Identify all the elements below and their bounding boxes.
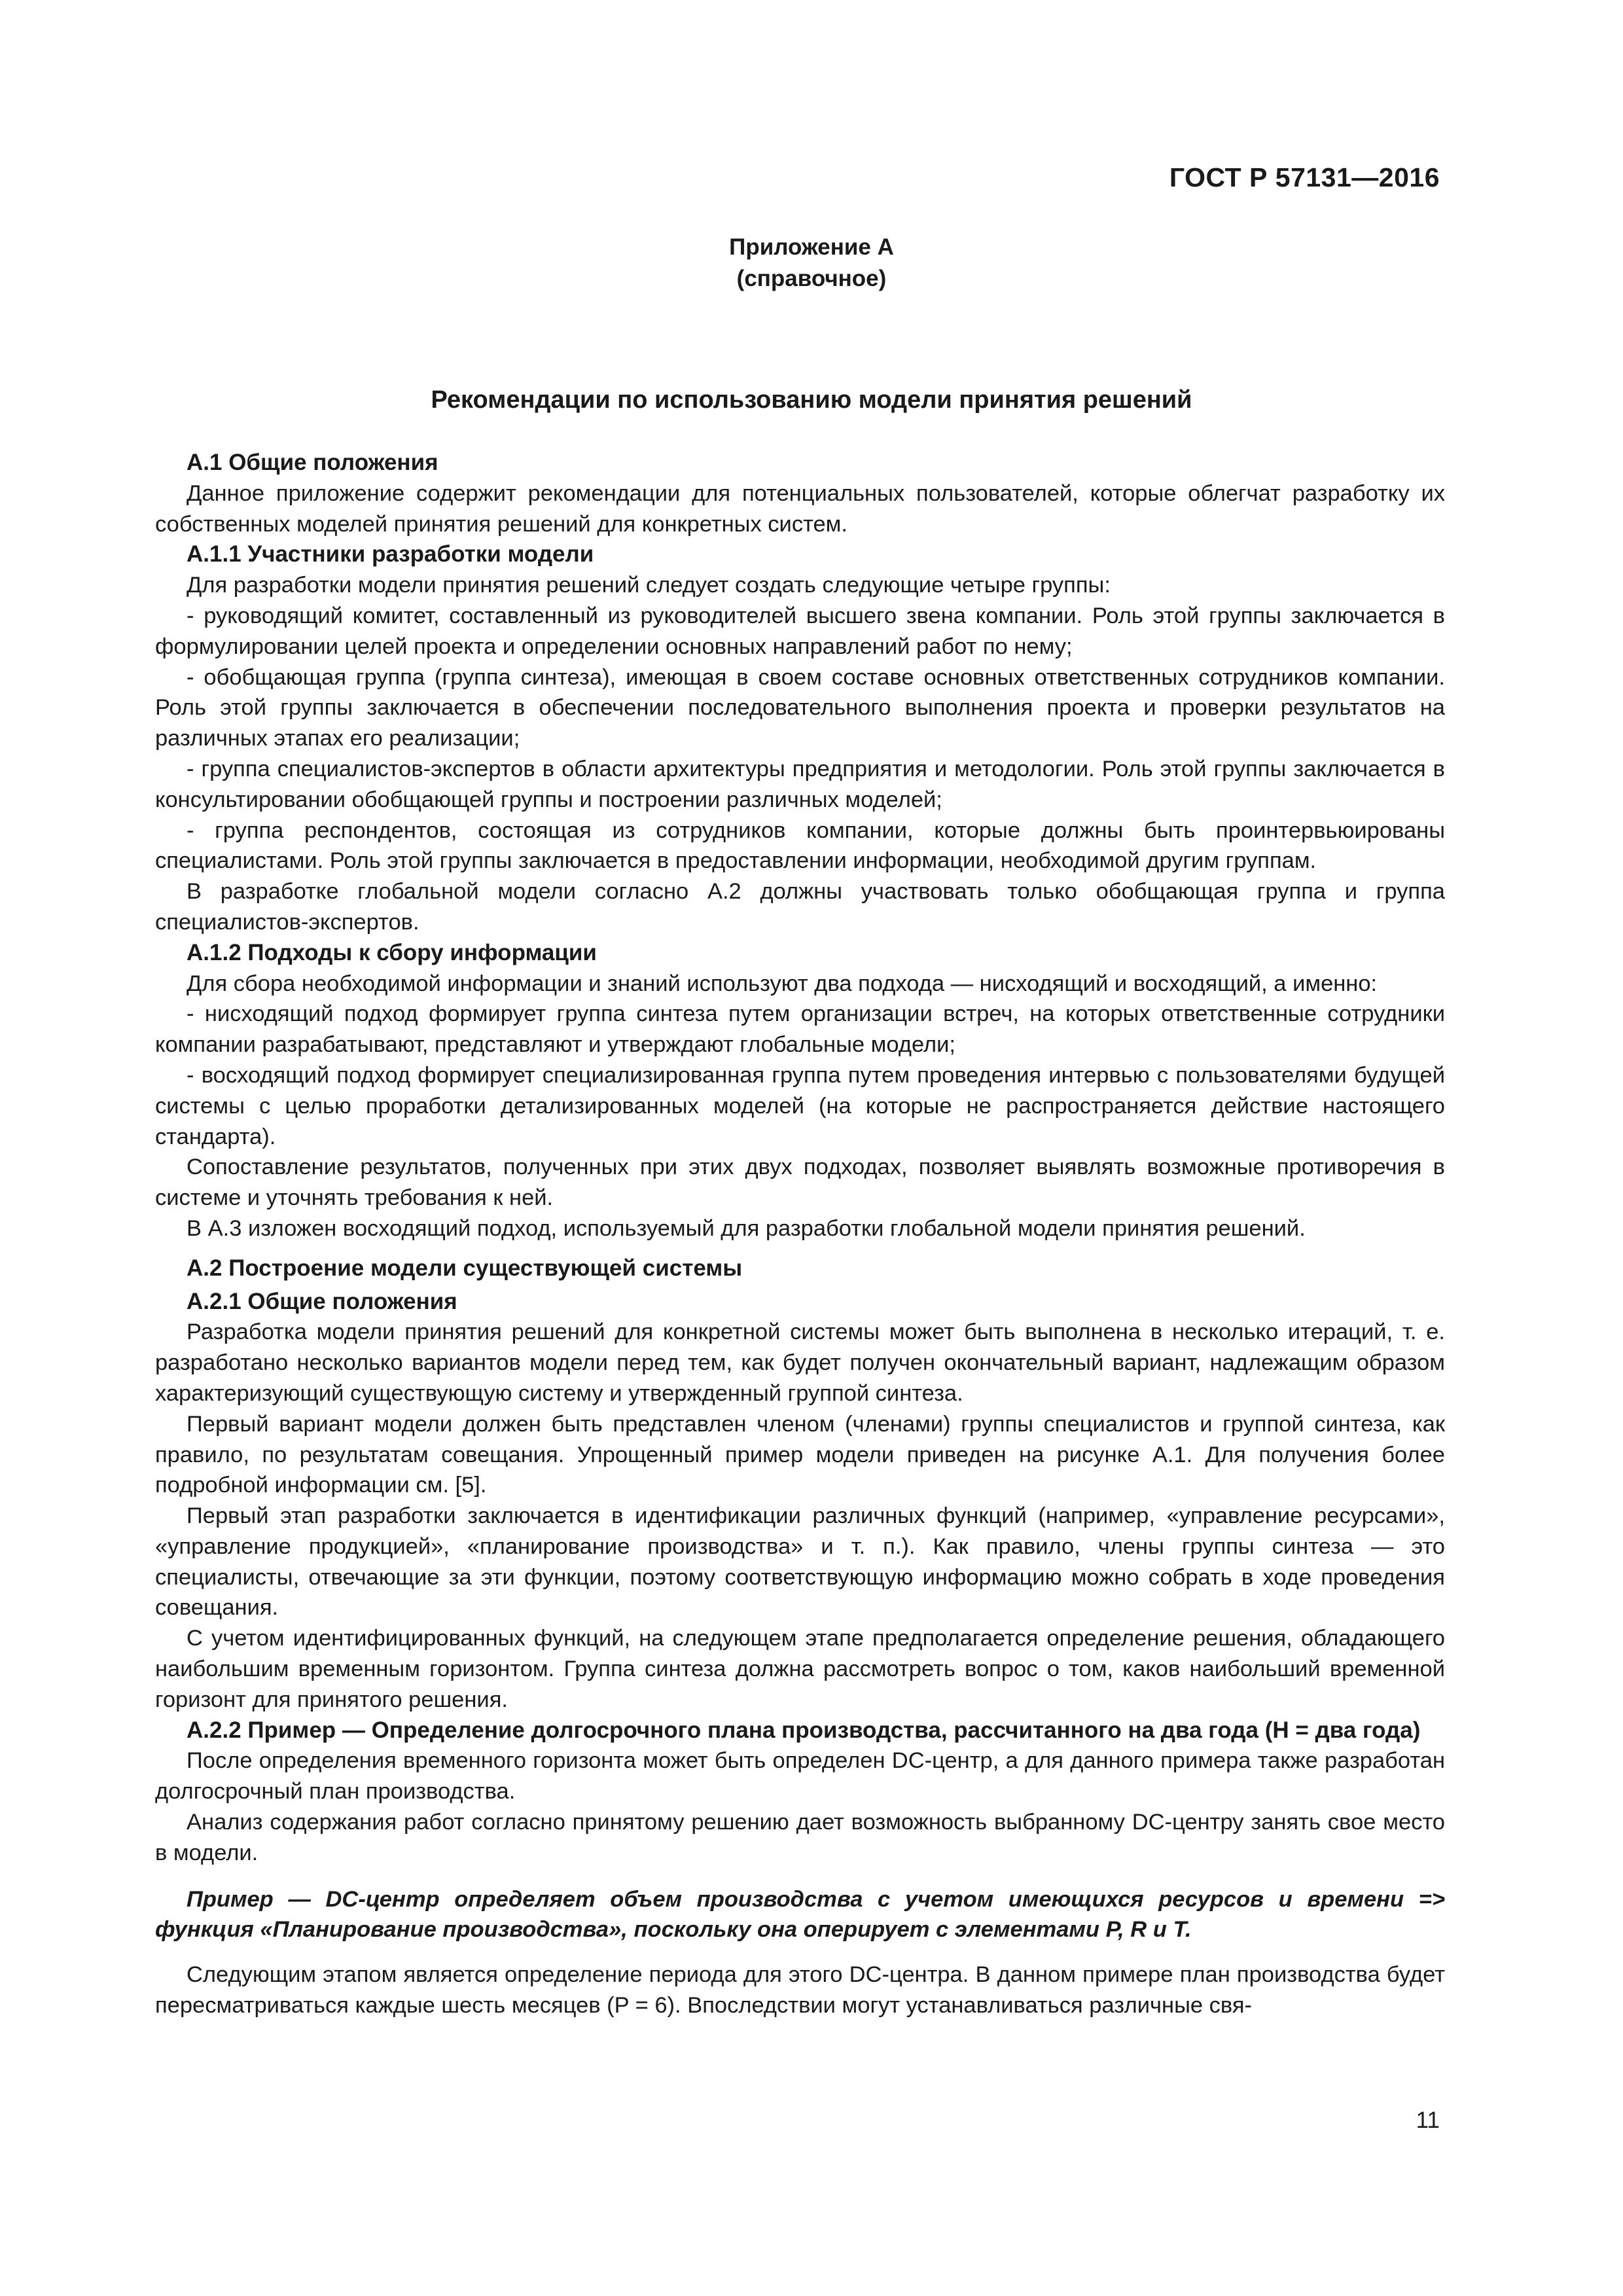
- body-paragraph: Анализ содержания работ согласно принятому решению дает возможность выбранному DC-центру занять свое место в модели.: [155, 1810, 1445, 1865]
- example-note: Пример — DC-центр определяет объем производства с учетом имеющихся ресурсов и времени => функция «Планирование производства», поскольку она оперирует с элементами P, R и T.: [155, 1886, 1445, 1943]
- body-paragraph: - руководящий комитет, составленный из руководителей высшего звена компании. Роль этой группы заключается в формулировании целей проекта и определении основных направлений работ по нему;: [155, 603, 1445, 659]
- body-paragraph: Данное приложение содержит рекомендации для потенциальных пользователей, которые облегчат разработку их собственных моделей принятия решений для конкретных систем.: [155, 480, 1445, 537]
- body-paragraph: Разработка модели принятия решений для конкретной системы может быть выполнена в несколько итераций, т. е. разработано несколько вариантов модели перед тем, как будет получен окончательный вариант, надлежащим образом характеризующий существующую систему и утвержденный группой синтеза.: [155, 1319, 1445, 1406]
- body-paragraph: - группа специалистов-экспертов в области архитектуры предприятия и методологии. Роль этой группы заключается в консультировании обобщающей группы и построении различных моделей;: [155, 756, 1445, 812]
- page-number: 11: [1416, 2108, 1440, 2133]
- body-paragraph: Следующим этапом является определение периода для этого DC-центра. В данном примере план производства будет пересматриваться каждые шесть месяцев (P = 6). Впоследствии могут устанавливаться различные свя-: [155, 1962, 1445, 2018]
- standard-code: ГОСТ Р 57131—2016: [1169, 162, 1440, 192]
- appendix-type: (справочное): [736, 266, 887, 291]
- body-paragraph: - обобщающая группа (группа синтеза), имеющая в своем составе основных ответственных сотрудников компании. Роль этой группы заключается в обеспечении последовательного выполнения проекта и проверки результатов на различных этапах его реализации;: [155, 664, 1445, 751]
- subsection-heading: А.1.1 Участники разработки модели: [187, 541, 594, 567]
- body-paragraph: Первый вариант модели должен быть представлен членом (членами) группы специалистов и группой синтеза, как правило, по результатам совещания. Упрощенный пример модели приведен на рисунке А.1. Для получения более подробной информации см. [5].: [155, 1411, 1445, 1498]
- section-heading: А.2 Построение модели существующей системы: [187, 1255, 743, 1281]
- document-title: Рекомендации по использованию модели принятия решений: [431, 386, 1192, 414]
- body-paragraph: С учетом идентифицированных функций, на следующем этапе предполагается определение решения, обладающего наибольшим временным горизонтом. Группа синтеза должна рассмотреть вопрос о том, каков наибольший временной горизонт для принятого решения.: [155, 1626, 1445, 1712]
- body-paragraph: Для сбора необходимой информации и знаний используют два подхода — нисходящий и восходящий, а именно:: [187, 971, 1378, 996]
- body-paragraph: В разработке глобальной модели согласно А.2 должны участвовать только обобщающая группа и группа специалистов-экспертов.: [155, 879, 1445, 935]
- body-paragraph: - восходящий подход формирует специализированная группа путем проведения интервью с пользователями будущей системы с целью проработки детализированных моделей (на которые не распространяется действие настоящего стандарта).: [155, 1062, 1445, 1149]
- subsection-heading: А.1 Общие положения: [187, 450, 438, 475]
- body-paragraph: - нисходящий подход формирует группа синтеза путем организации встреч, на которых ответственные сотрудники компании разрабатывают, представляют и утверждают глобальные модели;: [155, 1001, 1445, 1058]
- appendix-heading: [0, 232, 1623, 295]
- body-paragraph: В А.3 изложен восходящий подход, используемый для разработки глобальной модели принятия решений.: [187, 1215, 1306, 1241]
- appendix-label: Приложение А: [729, 234, 894, 260]
- subsection-heading: А.2.2 Пример — Определение долгосрочного плана производства, рассчитанного на два года (H = два года): [187, 1717, 1421, 1743]
- document-body: [155, 448, 1445, 2021]
- body-paragraph: После определения временного горизонта может быть определен DC-центр, а для данного примера также разработан долгосрочный план производства.: [155, 1748, 1445, 1804]
- body-paragraph: - группа респондентов, состоящая из сотрудников компании, которые должны быть проинтервьюированы специалистами. Роль этой группы заключается в предоставлении информации, необходимой другим группам.: [155, 817, 1445, 874]
- body-paragraph: Сопоставление результатов, полученных при этих двух подходах, позволяет выявлять возможные противоречия в системе и уточнять требования к ней.: [155, 1155, 1445, 1211]
- subsection-heading: А.1.2 Подходы к сбору информации: [187, 939, 597, 965]
- body-paragraph: Для разработки модели принятия решений следует создать следующие четыре группы:: [187, 573, 1111, 598]
- body-paragraph: Первый этап разработки заключается в идентификации различных функций (например, «управление ресурсами», «управление продукцией», «планирование производства» и т. п.). Как правило, члены группы синтеза — это специалисты, отвечающие за эти функции, поэтому соответствующую информацию можно собрать в ходе проведения совещания.: [155, 1503, 1445, 1621]
- subsection-heading: А.2.1 Общие положения: [187, 1288, 457, 1314]
